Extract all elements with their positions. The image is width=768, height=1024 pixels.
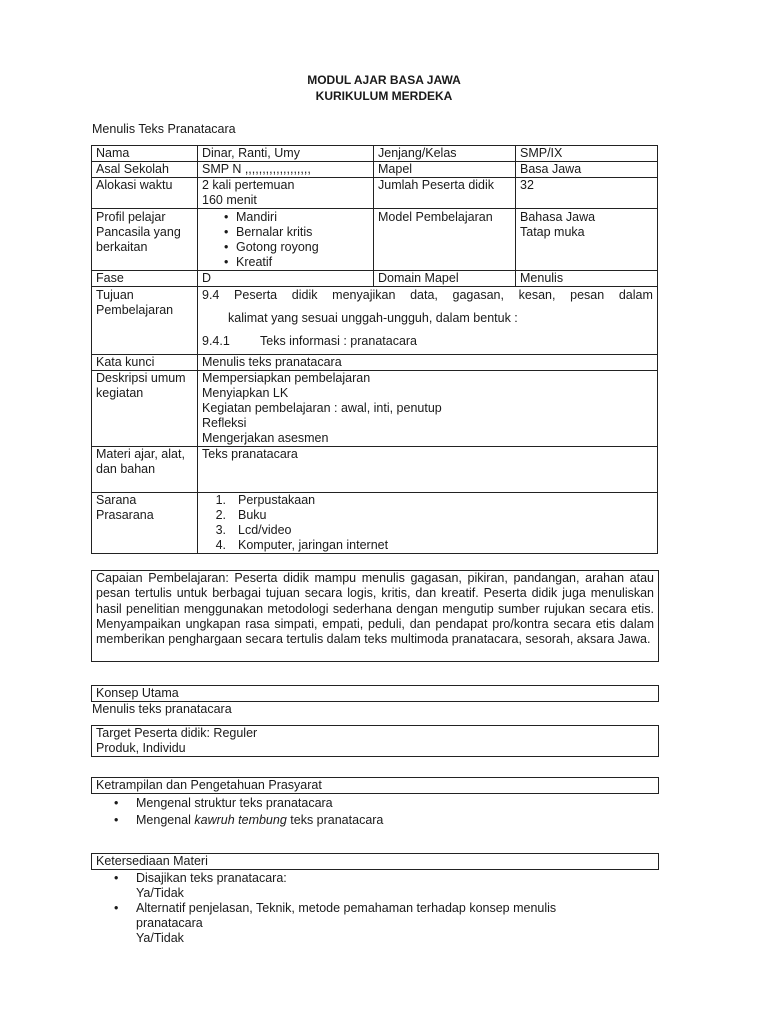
list-item: Kegiatan pembelajaran : awal, inti, penutup: [202, 401, 442, 415]
jumlah-label: Jumlah Peserta didik: [374, 178, 516, 209]
list-item: • Mengenal struktur teks pranatacara: [92, 796, 383, 811]
module-topic: Menulis Teks Pranatacara: [92, 122, 236, 136]
table-row: [92, 271, 658, 287]
list-item: Mengerjakan asesmen: [202, 431, 329, 445]
list-item: Mempersiapkan pembelajaran: [202, 371, 371, 385]
jenjang-value: SMP/IX: [516, 146, 658, 162]
alokasi-label: Alokasi waktu: [92, 178, 198, 209]
asal-value: SMP N ,,,,,,,,,,,,,,,,,,,: [198, 162, 374, 178]
kata-value: Menulis teks pranatacara: [198, 355, 658, 371]
profil-value: [198, 209, 374, 271]
list-number: 1.: [215, 493, 226, 507]
konsep-utama-value: Menulis teks pranatacara: [92, 702, 232, 716]
list-text: • Alternatif penjelasan, Teknik, metode pemahaman terhadap konsep menulis: [136, 901, 557, 915]
domain-label: Domain Mapel: [374, 271, 516, 287]
profil-list: [202, 210, 369, 270]
tujuan-line: kalimat yang sesuai unggah-ungguh, dalam bentuk :: [228, 311, 518, 325]
model-value: [516, 209, 658, 271]
mapel-value: Basa Jawa: [516, 162, 658, 178]
ketrampilan-box: [91, 777, 659, 794]
ketrampilan-list: [92, 796, 383, 828]
konsep-utama-box: [91, 685, 659, 702]
list-text: Perpustakaan: [238, 493, 316, 507]
nama-label: Nama: [92, 146, 198, 162]
tujuan-word: kesan,: [518, 288, 556, 302]
tujuan-word: data,: [410, 288, 438, 302]
ketersediaan-label: Ketersediaan Materi: [96, 854, 208, 868]
deskripsi-label: Deskripsi umum kegiatan: [92, 371, 198, 447]
table-row: [92, 178, 658, 209]
ketersediaan-list: [92, 871, 556, 946]
ketersediaan-box: [91, 853, 659, 870]
list-item: [202, 508, 653, 523]
target-line: Target Peserta didik: Reguler: [96, 726, 258, 740]
ketrampilan-label: Ketrampilan dan Pengetahuan Prasyarat: [96, 778, 322, 792]
list-text: Buku: [238, 508, 267, 522]
fase-value: D: [198, 271, 374, 287]
mapel-label: Mapel: [374, 162, 516, 178]
list-item: [92, 901, 556, 946]
tujuan-value: [198, 287, 658, 355]
list-text: Lcd/video: [238, 523, 292, 537]
list-item: [92, 871, 556, 901]
tujuan-word: pesan: [570, 288, 605, 302]
list-item: Refleksi: [202, 416, 247, 430]
jumlah-value: 32: [516, 178, 658, 209]
document-subtitle-curriculum: KURIKULUM MERDEKA: [315, 89, 453, 103]
list-text: teks pranatacara: [286, 813, 384, 827]
list-item: • Gotong royong: [202, 240, 369, 255]
tujuan-line: [202, 288, 653, 303]
table-row: [92, 493, 658, 554]
tujuan-word: menyajikan: [332, 288, 396, 302]
capaian-text: Capaian Pembelajaran: Peserta didik mampu menulis gagasan, pikiran, pandangan, arahan atau pesan tertulis untuk berbagai tujuan secara logis, kritis, dan kreatif. Peserta didik juga menuliskan hasil penelitian menggunakan metodologi sederhana dengan mengutip sumber rujukan secara etis. Menyampaikan ungkapan rasa simpati, empati, peduli, dan pendapat pro/kontra secara etis dalam memberikan penghargaan secara tertulis dalam teks multimoda pranatacara, sesorah, aksara Jawa.: [96, 571, 654, 647]
list-text-italic: kawruh tembung: [194, 813, 287, 827]
module-identity-table: [91, 145, 658, 554]
list-subtext: Ya/Tidak: [136, 931, 184, 945]
tujuan-word: 9.4: [202, 288, 220, 302]
materi-value: Teks pranatacara: [198, 447, 658, 493]
jenjang-label: Jenjang/Kelas: [374, 146, 516, 162]
target-box: [91, 725, 659, 757]
profil-label: Profil pelajar Pancasila yang berkaitan: [92, 209, 198, 271]
sarana-label: Sarana Prasarana: [92, 493, 198, 554]
list-item: [202, 538, 653, 553]
tujuan-subitem: [202, 334, 653, 349]
sarana-list: [202, 493, 653, 553]
alokasi-value: [198, 178, 374, 209]
deskripsi-value: [198, 371, 658, 447]
tujuan-word: Peserta: [234, 288, 278, 302]
list-subtext: Ya/Tidak: [136, 886, 184, 900]
table-row: [92, 371, 658, 447]
model-value-line: Bahasa Jawa: [520, 210, 596, 224]
tujuan-word: didik: [291, 288, 318, 302]
list-text: Komputer, jaringan internet: [238, 538, 389, 552]
alokasi-value-line: 160 menit: [202, 193, 257, 207]
table-row: [92, 162, 658, 178]
sarana-value: [198, 493, 658, 554]
tujuan-word: dalam: [618, 288, 653, 302]
list-item: • Mandiri: [202, 210, 369, 225]
list-item: [202, 523, 653, 538]
list-number: 4.: [215, 538, 226, 552]
target-line: Produk, Individu: [96, 741, 186, 755]
list-text: • Disajikan teks pranatacara:: [136, 871, 287, 885]
tujuan-sub-number: 9.4.1: [202, 334, 230, 348]
list-item: • Kreatif: [202, 255, 369, 270]
tujuan-word: gagasan,: [452, 288, 504, 302]
list-number: 2.: [215, 508, 226, 522]
table-row: [92, 146, 658, 162]
materi-label: Materi ajar, alat, dan bahan: [92, 447, 198, 493]
list-item: Menyiapkan LK: [202, 386, 289, 400]
list-number: 3.: [215, 523, 226, 537]
list-item: [202, 493, 653, 508]
document-title: MODUL AJAR BASA JAWA: [307, 73, 461, 87]
table-row: [92, 355, 658, 371]
list-item: [92, 813, 383, 828]
alokasi-value-line: 2 kali pertemuan: [202, 178, 295, 192]
list-text: pranatacara: [136, 916, 203, 930]
fase-label: Fase: [92, 271, 198, 287]
model-label: Model Pembelajaran: [374, 209, 516, 271]
capaian-box: [91, 570, 659, 662]
asal-label: Asal Sekolah: [92, 162, 198, 178]
tujuan-sub-text: Teks informasi : pranatacara: [260, 334, 418, 348]
nama-value: Dinar, Ranti, Umy: [198, 146, 374, 162]
model-value-line: Tatap muka: [520, 225, 585, 239]
table-row: [92, 209, 658, 271]
table-row: [92, 447, 658, 493]
tujuan-label: Tujuan Pembelajaran: [92, 287, 198, 355]
konsep-utama-label: Konsep Utama: [96, 686, 179, 700]
list-item: • Bernalar kritis: [202, 225, 369, 240]
kata-label: Kata kunci: [92, 355, 198, 371]
table-row: [92, 287, 658, 355]
list-text: Mengenal: [136, 813, 195, 827]
domain-value: Menulis: [516, 271, 658, 287]
